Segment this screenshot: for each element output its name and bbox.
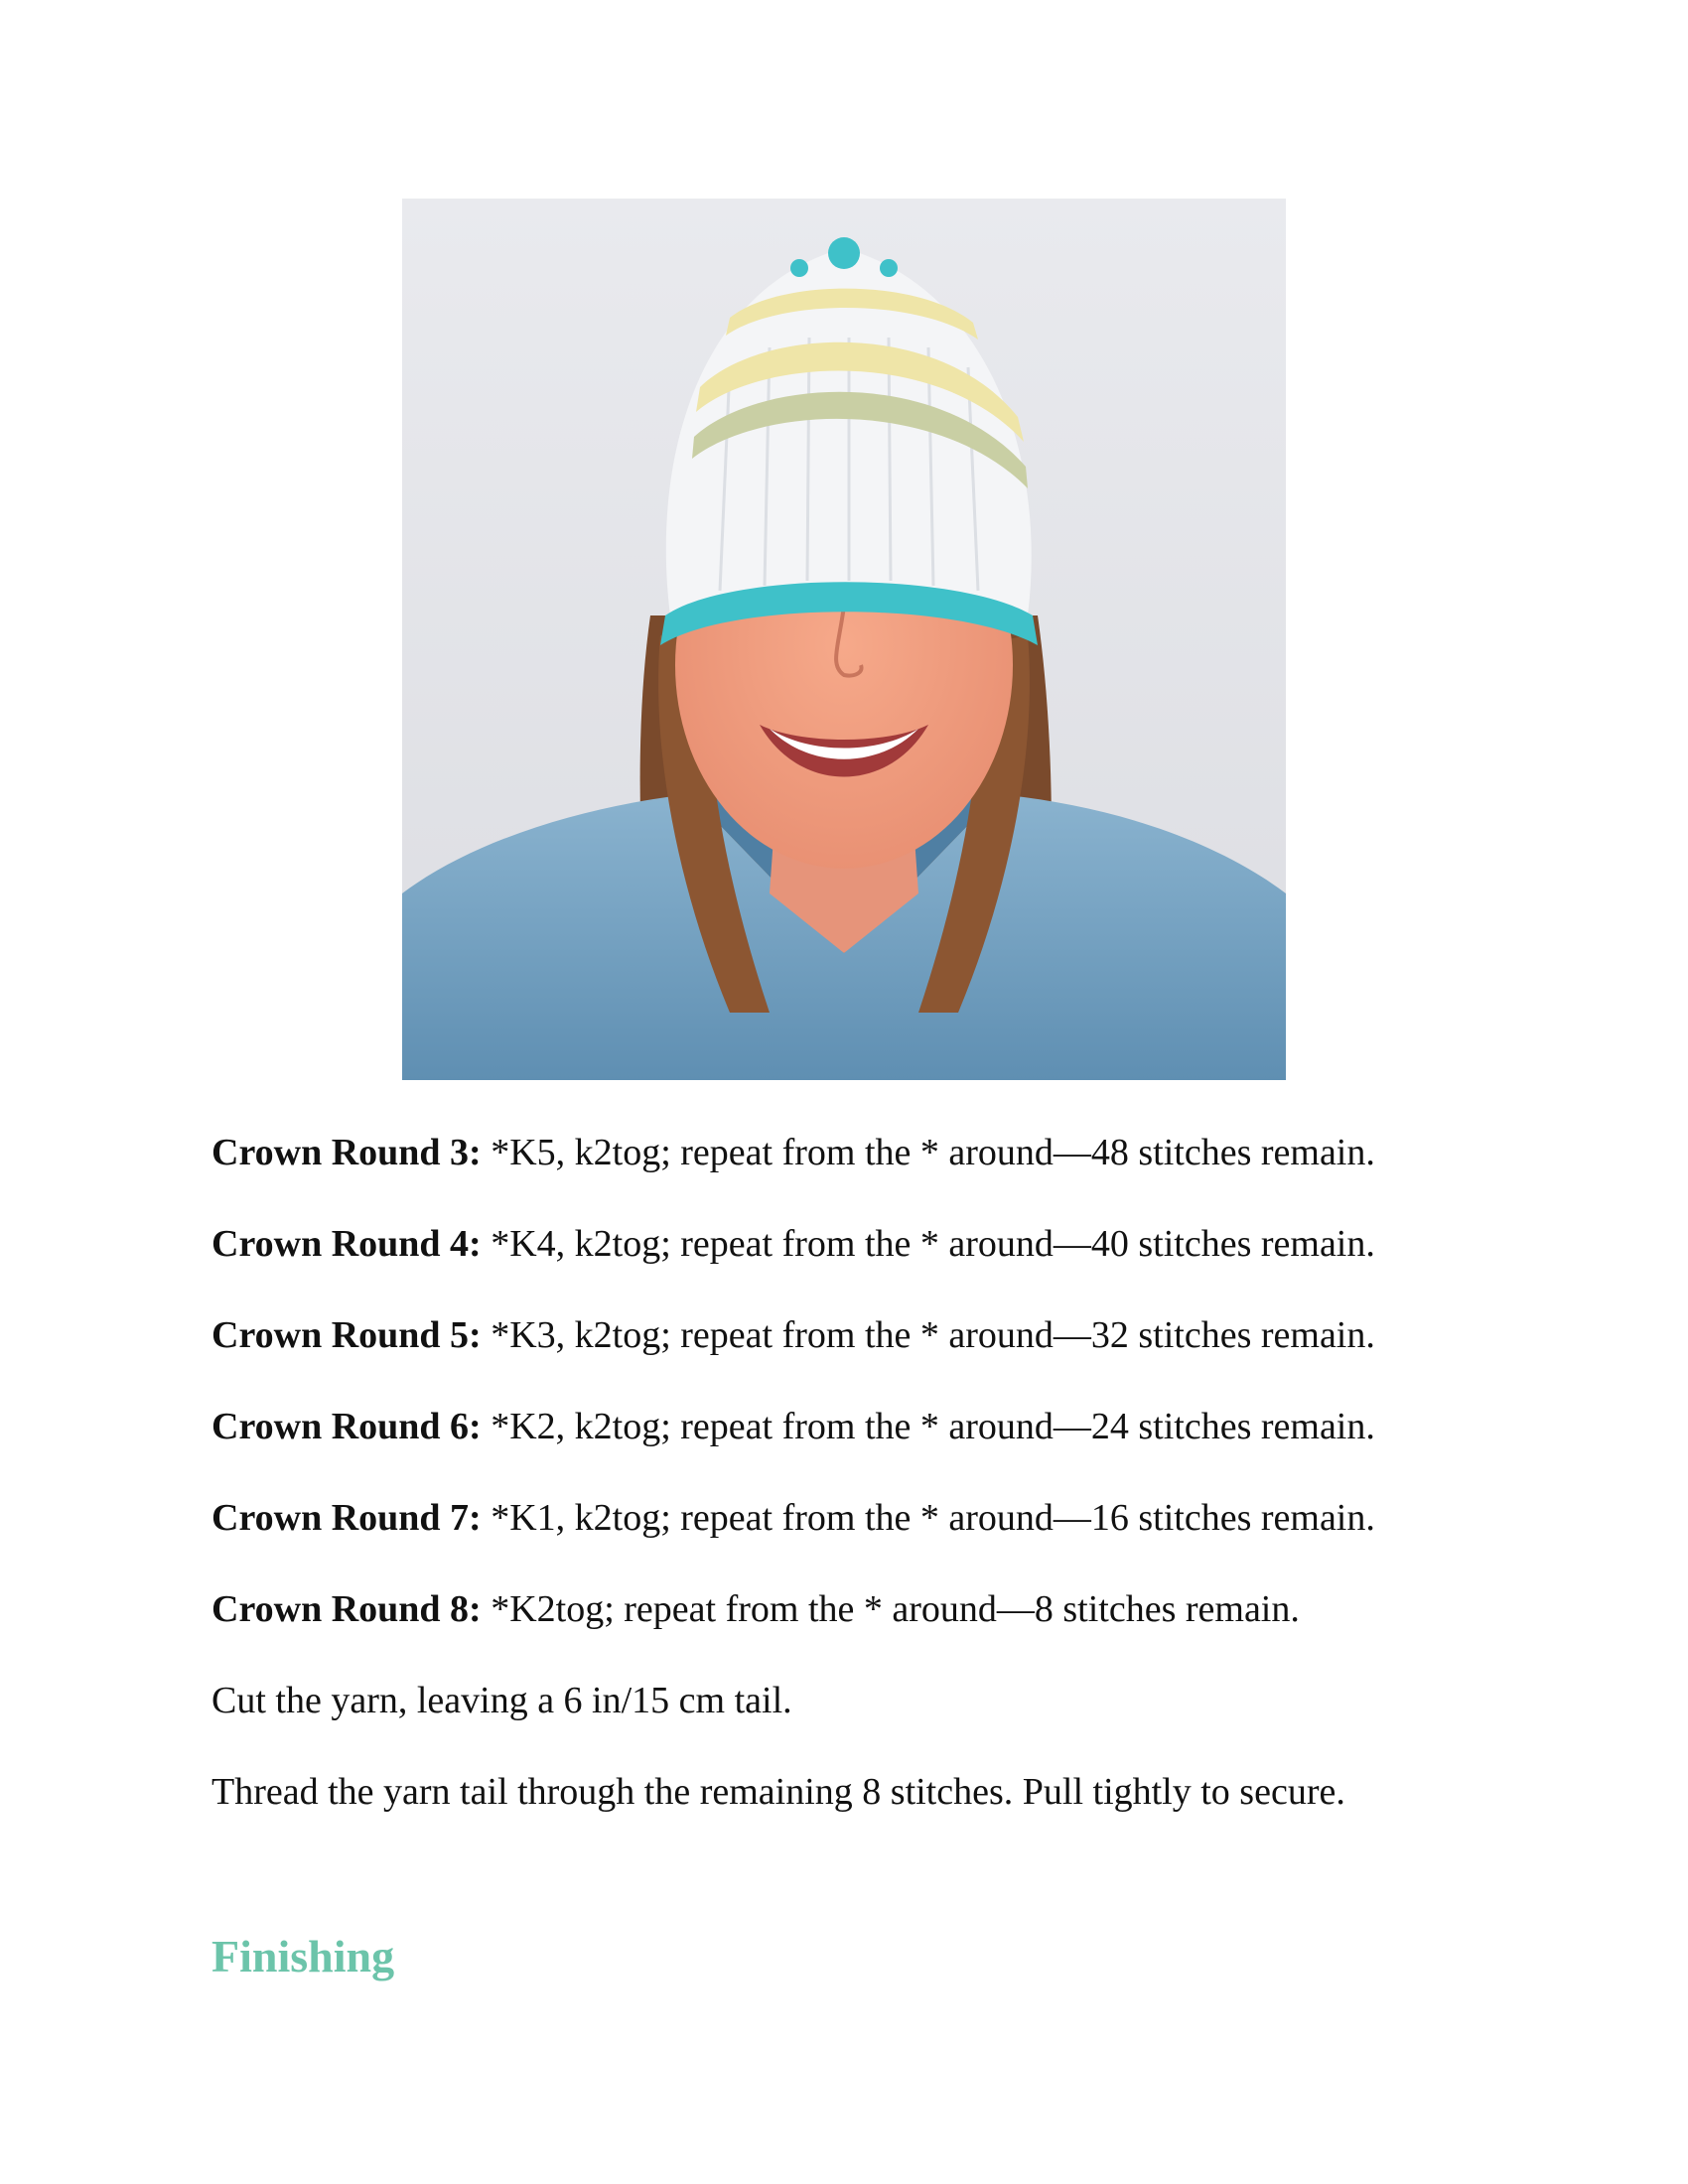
step-text: *K3, k2tog; repeat from the * around—32 stitches remain. (481, 1314, 1375, 1356)
crown-instructions (211, 1130, 1502, 1860)
step-text: *K1, k2tog; repeat from the * around—16 stitches remain. (481, 1497, 1375, 1539)
crown-round-step (211, 1495, 1502, 1541)
step-text: *K4, k2tog; repeat from the * around—40 stitches remain. (481, 1223, 1375, 1265)
thread-tail-paragraph: Thread the yarn tail through the remaining 8 stitches. Pull tightly to secure. (211, 1771, 1345, 1813)
cut-yarn-paragraph: Cut the yarn, leaving a 6 in/15 cm tail. (211, 1680, 792, 1721)
finishing-heading: Finishing (211, 1931, 395, 1981)
step-label: Crown Round 8: (211, 1588, 482, 1630)
step-text: *K2tog; repeat from the * around—8 stitches remain. (481, 1588, 1300, 1630)
step-label: Crown Round 5: (211, 1314, 482, 1356)
crown-round-step (211, 1130, 1502, 1175)
crown-round-step (211, 1404, 1502, 1449)
crown-round-step (211, 1221, 1502, 1267)
step-label: Crown Round 6: (211, 1406, 482, 1447)
crown-round-step (211, 1312, 1502, 1358)
step-label: Crown Round 3: (211, 1132, 482, 1173)
step-label: Crown Round 7: (211, 1497, 482, 1539)
crown-round-step (211, 1586, 1502, 1632)
step-label: Crown Round 4: (211, 1223, 482, 1265)
step-text: *K2, k2tog; repeat from the * around—24 stitches remain. (481, 1406, 1375, 1447)
step-text: *K5, k2tog; repeat from the * around—48 stitches remain. (481, 1132, 1375, 1173)
hat-model-photo (402, 199, 1286, 1080)
